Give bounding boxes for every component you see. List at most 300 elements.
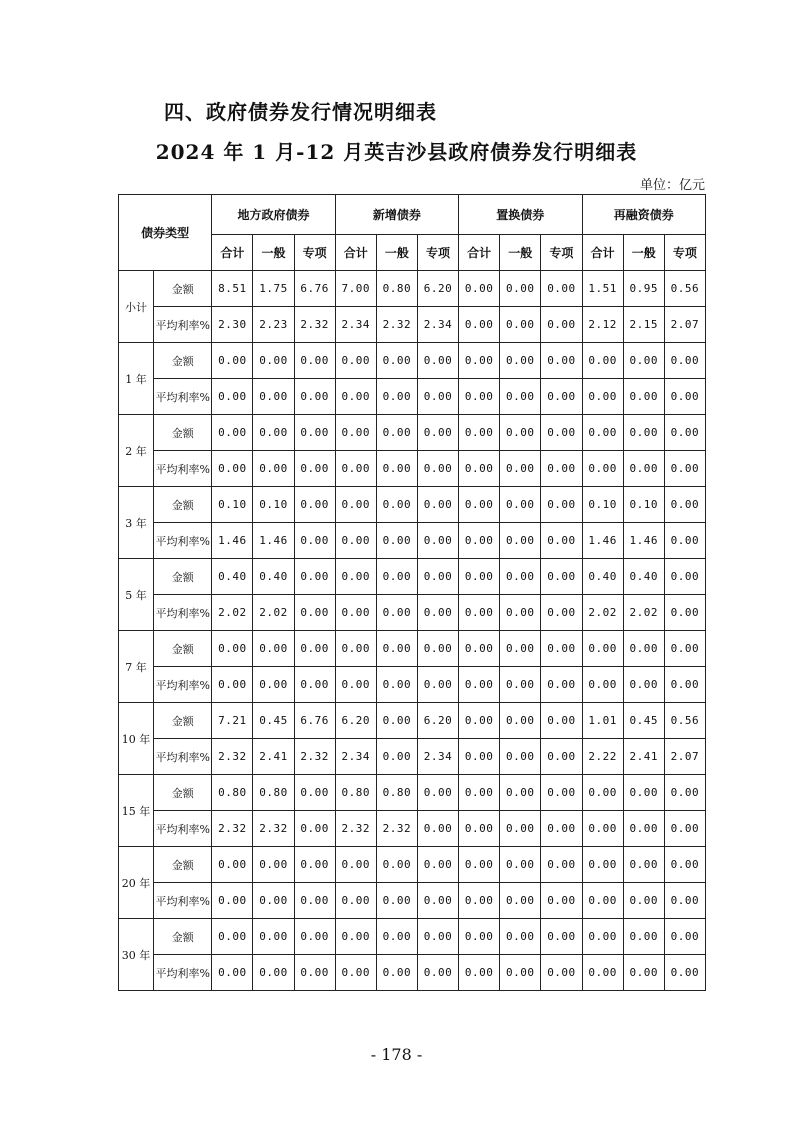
table-cell: 0.00: [335, 883, 376, 919]
table-cell: 0.00: [500, 271, 541, 307]
sub-header: 一般: [623, 235, 664, 271]
table-cell: 0.00: [335, 523, 376, 559]
table-cell: 0.10: [253, 487, 294, 523]
term-label: 2 年: [119, 415, 154, 487]
table-cell: 0.00: [623, 919, 664, 955]
table-cell: 0.00: [500, 559, 541, 595]
table-cell: 0.00: [376, 523, 417, 559]
table-cell: 0.00: [294, 595, 335, 631]
table-cell: 0.00: [253, 451, 294, 487]
table-cell: 0.00: [582, 451, 623, 487]
table-cell: 0.00: [376, 487, 417, 523]
term-label: 5 年: [119, 559, 154, 631]
table-cell: 0.00: [541, 271, 582, 307]
table-cell: 0.80: [376, 271, 417, 307]
table-cell: 0.00: [664, 883, 705, 919]
table-cell: 0.00: [582, 883, 623, 919]
table-cell: 2.34: [335, 739, 376, 775]
table-cell: 0.00: [500, 703, 541, 739]
table-cell: 0.00: [459, 415, 500, 451]
table-cell: 0.00: [459, 883, 500, 919]
table-cell: 0.00: [294, 883, 335, 919]
sub-header: 一般: [253, 235, 294, 271]
table-cell: 0.00: [459, 811, 500, 847]
table-cell: 0.00: [541, 559, 582, 595]
amount-label: 金额: [154, 919, 212, 955]
table-cell: 0.00: [335, 595, 376, 631]
table-cell: 0.00: [253, 847, 294, 883]
table-cell: 0.00: [459, 379, 500, 415]
table-cell: 0.00: [294, 811, 335, 847]
table-cell: 7.21: [212, 703, 253, 739]
table-cell: 0.00: [417, 847, 458, 883]
table-cell: 0.00: [417, 631, 458, 667]
term-label: 小计: [119, 271, 154, 343]
table-cell: 2.07: [664, 307, 705, 343]
table-cell: 0.00: [376, 667, 417, 703]
table-cell: 0.10: [623, 487, 664, 523]
table-cell: 0.00: [664, 811, 705, 847]
table-cell: 0.00: [541, 415, 582, 451]
table-cell: 0.00: [376, 559, 417, 595]
table-cell: 0.00: [664, 847, 705, 883]
table-cell: 2.32: [212, 811, 253, 847]
table-row: [119, 631, 706, 667]
table-cell: 0.00: [541, 487, 582, 523]
table-cell: 0.80: [335, 775, 376, 811]
table-cell: 6.20: [417, 271, 458, 307]
table-cell: 0.00: [500, 343, 541, 379]
table-cell: 1.46: [582, 523, 623, 559]
table-row: [119, 703, 706, 739]
table-cell: 0.00: [294, 955, 335, 991]
table-cell: 0.00: [294, 559, 335, 595]
table-cell: 2.41: [623, 739, 664, 775]
term-label: 7 年: [119, 631, 154, 703]
rate-label: 平均利率%: [154, 955, 212, 991]
sub-header: 专项: [541, 235, 582, 271]
table-row: [119, 883, 706, 919]
table-cell: 0.00: [376, 451, 417, 487]
rate-label: 平均利率%: [154, 451, 212, 487]
table-cell: 0.00: [459, 739, 500, 775]
sub-header: 合计: [212, 235, 253, 271]
table-cell: 1.46: [212, 523, 253, 559]
table-cell: 0.00: [335, 415, 376, 451]
table-cell: 0.00: [459, 631, 500, 667]
table-cell: 0.00: [664, 595, 705, 631]
table-cell: 0.00: [623, 811, 664, 847]
table-cell: 0.00: [459, 343, 500, 379]
table-cell: 6.76: [294, 271, 335, 307]
table-cell: 0.00: [459, 523, 500, 559]
table-cell: 2.41: [253, 739, 294, 775]
table-cell: 0.00: [623, 955, 664, 991]
table-cell: 0.00: [212, 415, 253, 451]
table-cell: 2.12: [582, 307, 623, 343]
table-cell: 0.40: [253, 559, 294, 595]
table-cell: 0.00: [417, 415, 458, 451]
type-header: 债券类型: [119, 195, 212, 271]
table-cell: 0.00: [335, 379, 376, 415]
table-cell: 0.00: [664, 343, 705, 379]
group-header-refinancing: 再融资债券: [582, 195, 705, 235]
group-header-new: 新增债券: [335, 195, 458, 235]
table-cell: 0.00: [212, 883, 253, 919]
rate-label: 平均利率%: [154, 811, 212, 847]
table-cell: 0.00: [500, 415, 541, 451]
table-cell: 0.00: [500, 883, 541, 919]
table-cell: 0.00: [212, 631, 253, 667]
table-cell: 0.00: [582, 379, 623, 415]
table-cell: 0.00: [500, 307, 541, 343]
table-cell: 0.00: [500, 955, 541, 991]
table-cell: 0.00: [664, 559, 705, 595]
table-cell: 0.00: [459, 667, 500, 703]
rate-label: 平均利率%: [154, 595, 212, 631]
table-cell: 0.00: [253, 379, 294, 415]
table-cell: 0.00: [582, 847, 623, 883]
table-cell: 0.00: [212, 955, 253, 991]
table-cell: 0.00: [582, 343, 623, 379]
table-cell: 0.00: [541, 343, 582, 379]
table-cell: 0.80: [376, 775, 417, 811]
table-cell: 1.51: [582, 271, 623, 307]
table-cell: 0.00: [335, 667, 376, 703]
table-cell: 0.00: [376, 955, 417, 991]
table-cell: 0.00: [253, 415, 294, 451]
sub-header: 一般: [500, 235, 541, 271]
table-row: [119, 487, 706, 523]
table-cell: 0.00: [376, 847, 417, 883]
page-number: - 178 -: [370, 1045, 423, 1064]
table-cell: 0.00: [417, 487, 458, 523]
table-cell: 2.30: [212, 307, 253, 343]
rate-label: 平均利率%: [154, 667, 212, 703]
table-cell: 2.32: [253, 811, 294, 847]
amount-label: 金额: [154, 487, 212, 523]
amount-label: 金额: [154, 631, 212, 667]
table-cell: 2.02: [582, 595, 623, 631]
table-cell: 2.34: [417, 307, 458, 343]
table-row: [119, 739, 706, 775]
table-cell: 7.00: [335, 271, 376, 307]
table-cell: 0.00: [417, 811, 458, 847]
table-cell: 0.00: [417, 343, 458, 379]
table-cell: 0.00: [500, 811, 541, 847]
table-cell: 0.00: [459, 451, 500, 487]
term-label: 3 年: [119, 487, 154, 559]
table-cell: 0.00: [541, 631, 582, 667]
table-cell: 0.00: [541, 703, 582, 739]
table-cell: 0.00: [335, 343, 376, 379]
table-cell: 0.00: [459, 955, 500, 991]
table-cell: 0.00: [541, 955, 582, 991]
table-cell: 0.00: [623, 775, 664, 811]
table-cell: 0.00: [459, 487, 500, 523]
table-cell: 0.00: [417, 523, 458, 559]
table-cell: 0.00: [541, 379, 582, 415]
table-cell: 0.00: [376, 739, 417, 775]
table-cell: 0.00: [294, 415, 335, 451]
table-cell: 2.34: [335, 307, 376, 343]
rate-label: 平均利率%: [154, 739, 212, 775]
table-cell: 0.00: [294, 487, 335, 523]
table-cell: 0.00: [212, 379, 253, 415]
table-cell: 2.02: [253, 595, 294, 631]
table-cell: 2.22: [582, 739, 623, 775]
sub-header: 合计: [459, 235, 500, 271]
table-cell: 6.20: [335, 703, 376, 739]
table-cell: 0.00: [253, 883, 294, 919]
table-cell: 0.00: [623, 343, 664, 379]
rate-label: 平均利率%: [154, 523, 212, 559]
table-cell: 0.00: [623, 631, 664, 667]
table-cell: 0.00: [623, 883, 664, 919]
table-row: [119, 415, 706, 451]
table-cell: 0.00: [376, 343, 417, 379]
table-cell: 2.32: [294, 307, 335, 343]
table-cell: 0.00: [623, 847, 664, 883]
rate-label: 平均利率%: [154, 307, 212, 343]
table-cell: 0.00: [376, 379, 417, 415]
table-cell: 0.00: [541, 883, 582, 919]
table-cell: 0.00: [664, 955, 705, 991]
unit-label: 单位：亿元: [639, 178, 705, 193]
table-cell: 0.00: [500, 595, 541, 631]
table-cell: 0.00: [376, 703, 417, 739]
table-cell: 2.32: [212, 739, 253, 775]
table-cell: 0.00: [417, 379, 458, 415]
table-cell: 0.00: [541, 775, 582, 811]
table-row: [119, 847, 706, 883]
table-cell: 0.00: [664, 379, 705, 415]
table-cell: 0.00: [294, 631, 335, 667]
table-cell: 0.00: [417, 883, 458, 919]
table-cell: 0.00: [541, 307, 582, 343]
table-cell: 0.00: [582, 775, 623, 811]
table-row: [119, 667, 706, 703]
table-cell: 0.00: [459, 595, 500, 631]
table-cell: 2.32: [376, 307, 417, 343]
term-label: 20 年: [119, 847, 154, 919]
table-row: [119, 271, 706, 307]
table-cell: 0.00: [664, 487, 705, 523]
table-cell: 0.00: [376, 595, 417, 631]
table-cell: 0.00: [417, 775, 458, 811]
table-cell: 0.00: [459, 307, 500, 343]
table-cell: 0.00: [417, 559, 458, 595]
amount-label: 金额: [154, 343, 212, 379]
table-cell: 0.00: [541, 811, 582, 847]
table-row: [119, 451, 706, 487]
table-cell: 0.00: [253, 667, 294, 703]
table-row: [119, 559, 706, 595]
table-cell: 0.00: [212, 343, 253, 379]
term-label: 30 年: [119, 919, 154, 991]
sub-header: 专项: [294, 235, 335, 271]
table-cell: 0.00: [335, 847, 376, 883]
table-cell: 0.00: [664, 415, 705, 451]
table-cell: 0.00: [459, 559, 500, 595]
table-cell: 2.02: [623, 595, 664, 631]
table-cell: 0.00: [541, 523, 582, 559]
table-cell: 0.00: [253, 343, 294, 379]
sub-header: 合计: [582, 235, 623, 271]
table-cell: 0.00: [459, 775, 500, 811]
table-cell: 2.23: [253, 307, 294, 343]
table-cell: 0.00: [376, 919, 417, 955]
sub-header: 专项: [664, 235, 705, 271]
table-cell: 0.00: [417, 955, 458, 991]
table-cell: 2.07: [664, 739, 705, 775]
table-cell: 0.00: [459, 847, 500, 883]
table-cell: 0.00: [623, 667, 664, 703]
table-cell: 8.51: [212, 271, 253, 307]
group-header-local: 地方政府债券: [212, 195, 335, 235]
table-cell: 0.00: [212, 919, 253, 955]
table-cell: 0.00: [294, 775, 335, 811]
sub-header: 一般: [376, 235, 417, 271]
table-cell: 0.00: [212, 667, 253, 703]
table-row: [119, 595, 706, 631]
rate-label: 平均利率%: [154, 379, 212, 415]
table-cell: 0.00: [335, 631, 376, 667]
rate-label: 平均利率%: [154, 883, 212, 919]
table-cell: 0.00: [541, 739, 582, 775]
table-cell: 0.00: [664, 523, 705, 559]
table-cell: 1.46: [623, 523, 664, 559]
table-cell: 0.00: [294, 451, 335, 487]
table-row: [119, 775, 706, 811]
table-cell: 0.00: [582, 955, 623, 991]
table-cell: 2.32: [335, 811, 376, 847]
table-cell: 0.00: [335, 451, 376, 487]
table-cell: 0.00: [500, 919, 541, 955]
table-cell: 0.00: [623, 451, 664, 487]
section-heading: 四、政府债券发行情况明细表: [164, 100, 437, 124]
table-cell: 2.32: [376, 811, 417, 847]
table-cell: 0.00: [664, 631, 705, 667]
table-cell: 0.00: [459, 271, 500, 307]
amount-label: 金额: [154, 775, 212, 811]
table-cell: 0.56: [664, 703, 705, 739]
table-cell: 1.01: [582, 703, 623, 739]
table-cell: 0.00: [500, 847, 541, 883]
table-cell: 6.20: [417, 703, 458, 739]
table-row: [119, 955, 706, 991]
table-cell: 0.00: [500, 379, 541, 415]
table-cell: 0.00: [664, 451, 705, 487]
table-row: [119, 379, 706, 415]
table-cell: 0.00: [623, 379, 664, 415]
amount-label: 金额: [154, 703, 212, 739]
term-label: 10 年: [119, 703, 154, 775]
table-cell: 0.00: [500, 487, 541, 523]
table-cell: 0.00: [294, 919, 335, 955]
table-cell: 0.00: [664, 775, 705, 811]
table-cell: 0.00: [294, 847, 335, 883]
table-row: [119, 919, 706, 955]
table-cell: 0.00: [500, 739, 541, 775]
table-row: [119, 343, 706, 379]
table-cell: 0.00: [253, 919, 294, 955]
amount-label: 金额: [154, 559, 212, 595]
sub-header: 专项: [417, 235, 458, 271]
table-cell: 0.40: [212, 559, 253, 595]
table-cell: 0.00: [417, 451, 458, 487]
table-cell: 0.00: [582, 631, 623, 667]
table-cell: 0.00: [623, 415, 664, 451]
term-label: 15 年: [119, 775, 154, 847]
group-header-replacement: 置换债券: [459, 195, 582, 235]
table-cell: 0.00: [500, 631, 541, 667]
table-cell: 0.00: [212, 451, 253, 487]
table-cell: 0.00: [294, 667, 335, 703]
table-cell: 0.40: [582, 559, 623, 595]
table-cell: 0.00: [253, 631, 294, 667]
table-cell: 0.00: [335, 955, 376, 991]
table-cell: 0.10: [212, 487, 253, 523]
table-cell: 0.00: [500, 775, 541, 811]
table-cell: 2.02: [212, 595, 253, 631]
table-cell: 0.00: [541, 667, 582, 703]
table-cell: 0.45: [623, 703, 664, 739]
table-cell: 0.56: [664, 271, 705, 307]
table-cell: 0.00: [335, 487, 376, 523]
bond-issuance-table: [118, 194, 706, 991]
table-row: [119, 811, 706, 847]
table-cell: 0.00: [541, 451, 582, 487]
table-cell: 0.00: [582, 811, 623, 847]
amount-label: 金额: [154, 271, 212, 307]
table-cell: 0.00: [582, 667, 623, 703]
table-cell: 0.00: [376, 415, 417, 451]
table-cell: 0.00: [500, 523, 541, 559]
table-cell: 0.95: [623, 271, 664, 307]
sub-header: 合计: [335, 235, 376, 271]
table-cell: 0.00: [500, 667, 541, 703]
table-cell: 0.00: [376, 883, 417, 919]
table-cell: 0.00: [541, 595, 582, 631]
table-cell: 0.00: [294, 379, 335, 415]
table-cell: 0.00: [417, 667, 458, 703]
table-cell: 1.46: [253, 523, 294, 559]
table-cell: 0.00: [212, 847, 253, 883]
table-cell: 0.00: [459, 703, 500, 739]
table-cell: 0.00: [376, 631, 417, 667]
table-cell: 1.75: [253, 271, 294, 307]
amount-label: 金额: [154, 415, 212, 451]
table-cell: 0.00: [500, 451, 541, 487]
table-cell: 0.00: [417, 919, 458, 955]
table-cell: 0.00: [664, 919, 705, 955]
table-cell: 0.00: [294, 523, 335, 559]
amount-label: 金额: [154, 847, 212, 883]
table-cell: 6.76: [294, 703, 335, 739]
table-cell: 2.34: [417, 739, 458, 775]
table-cell: 0.80: [253, 775, 294, 811]
table-cell: 0.80: [212, 775, 253, 811]
table-row: [119, 523, 706, 559]
table-cell: 0.00: [582, 919, 623, 955]
table-cell: 0.00: [417, 595, 458, 631]
table-cell: 0.00: [582, 415, 623, 451]
document-title: 2024 年 1 月-12 月英吉沙县政府债券发行明细表: [155, 140, 638, 164]
table-cell: 0.40: [623, 559, 664, 595]
table-cell: 0.00: [541, 919, 582, 955]
table-row: [119, 307, 706, 343]
